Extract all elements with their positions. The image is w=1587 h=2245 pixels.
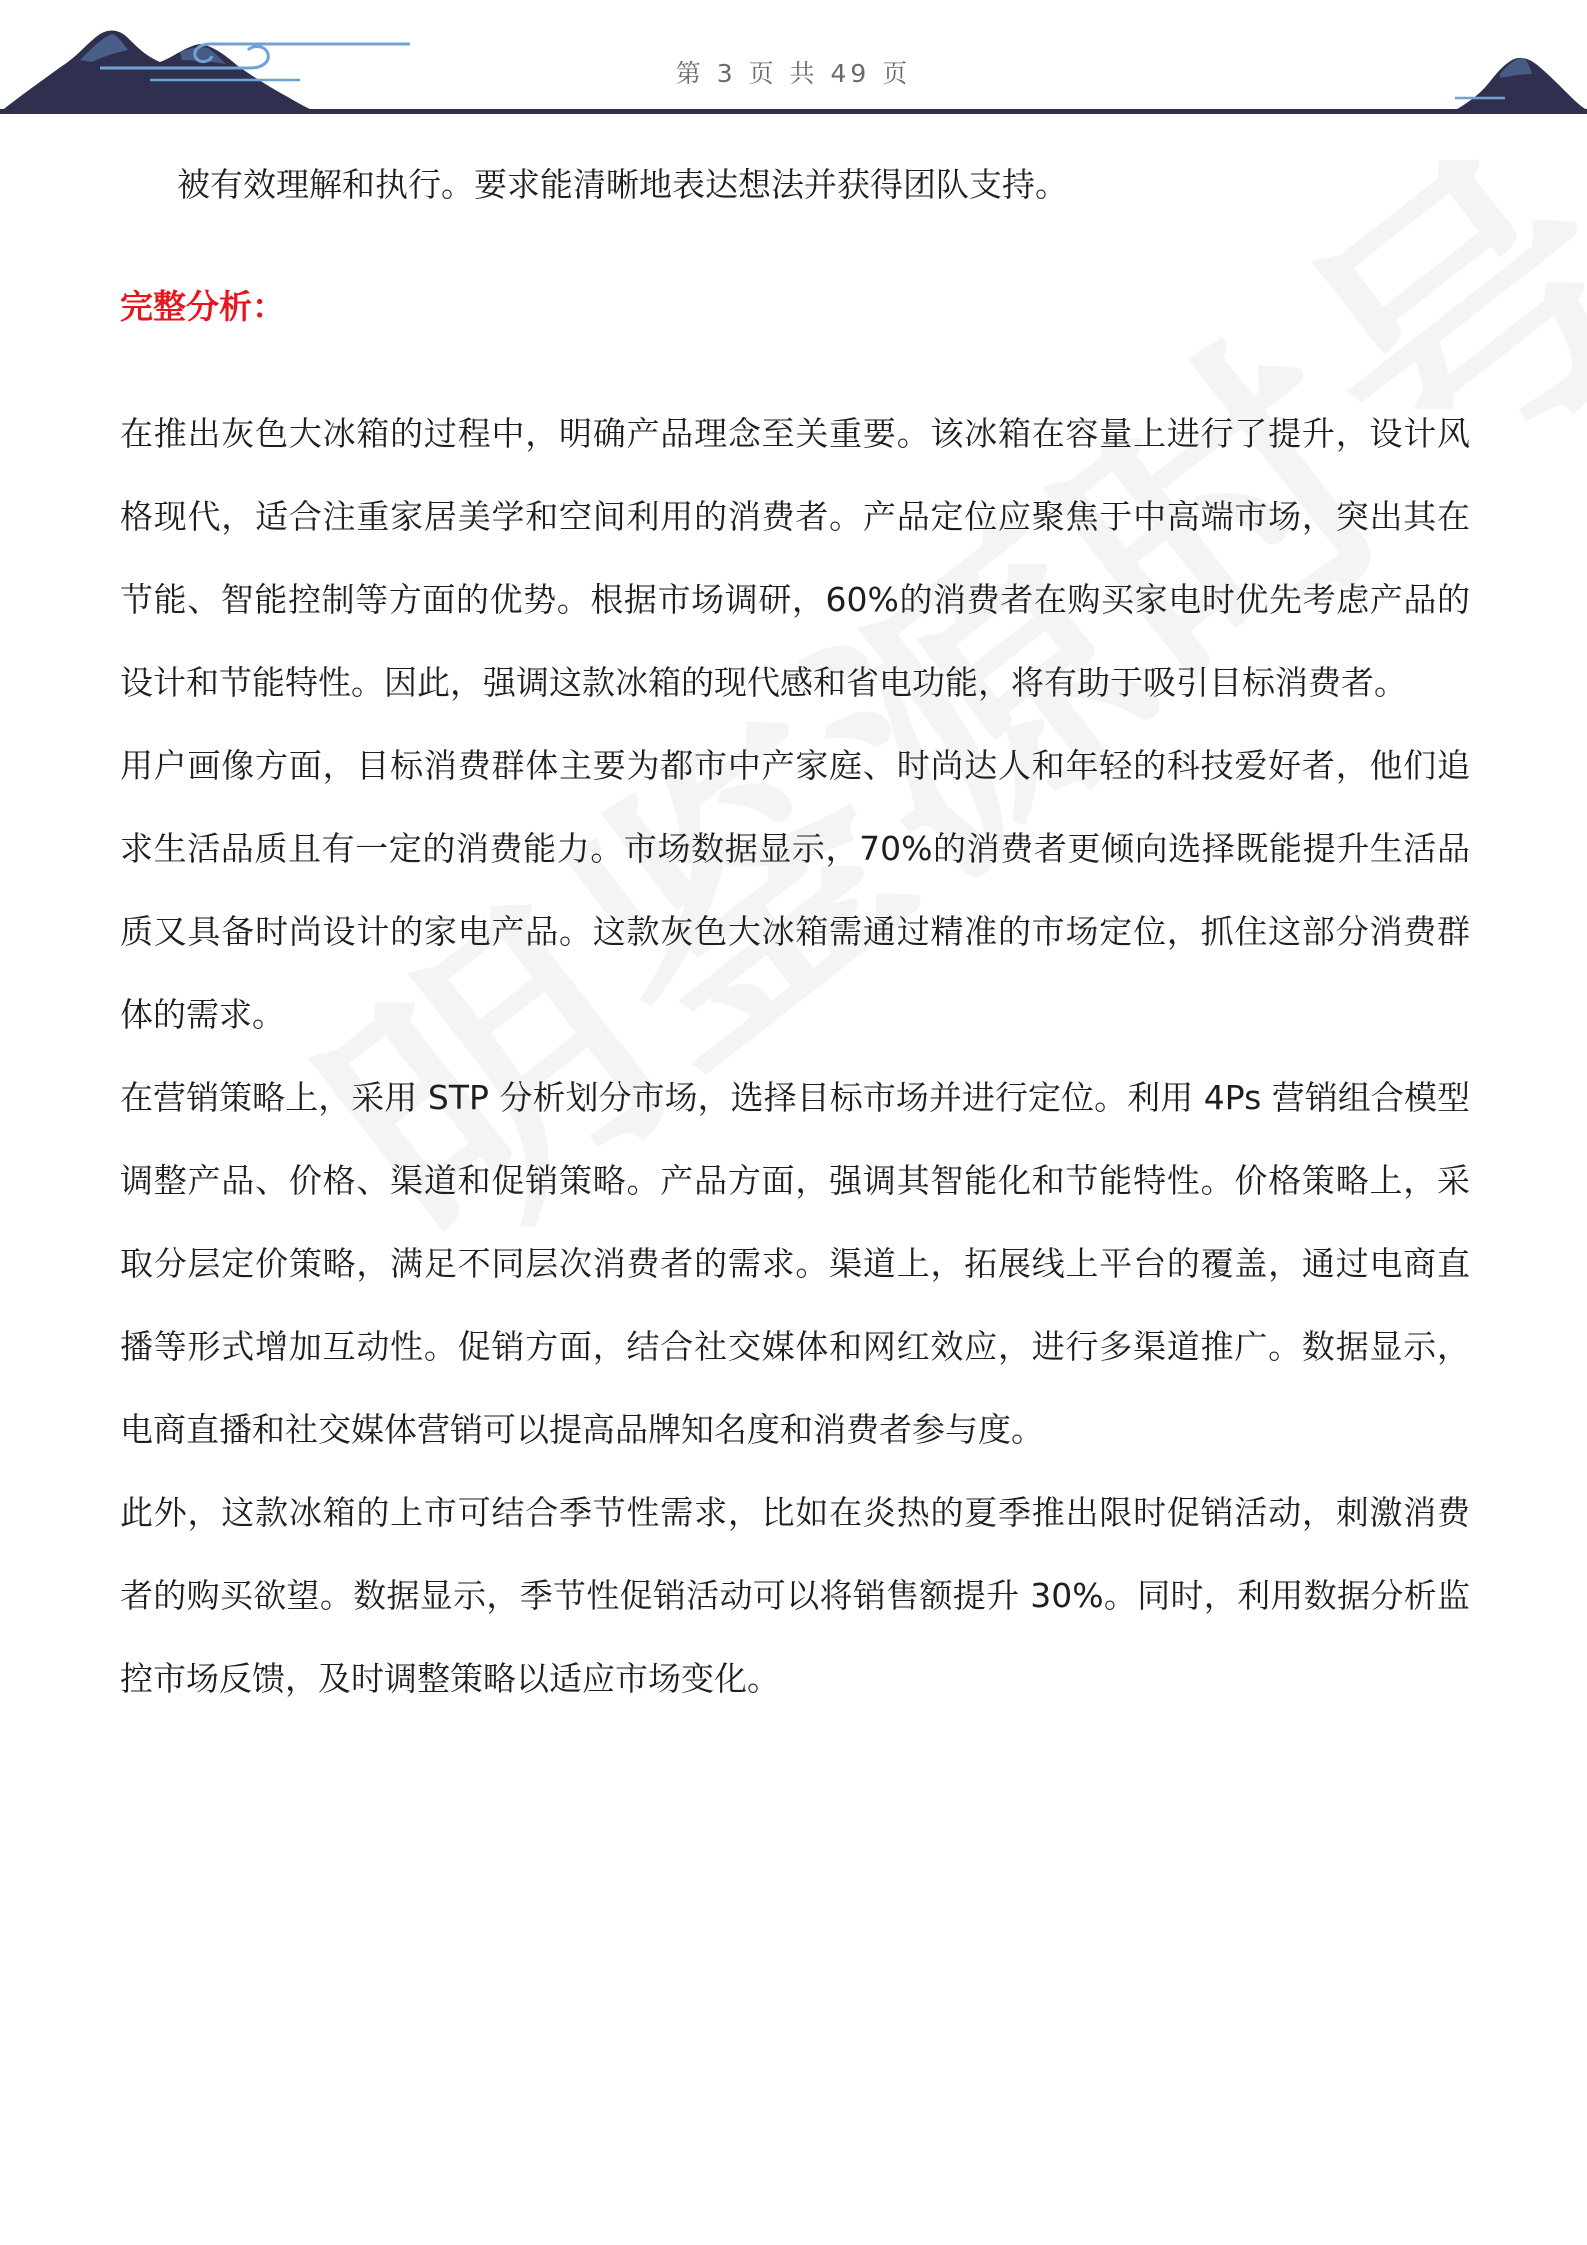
paragraph-marketing-strategy: 在营销策略上，采用 STP 分析划分市场，选择目标市场并进行定位。利用 4Ps 营销组合模型调整产品、价格、渠道和促销策略。产品方面，强调其智能化和节能特性。价格策略上，采取分层定价策略，满足不同层次消费者的需求。渠道上，拓展线上平台的覆盖，通过电商直播等形式增加互动性。促销方面，结合社交媒体和网红效应，进行多渠道推广。数据显示，电商直播和社交媒体营销可以提高品牌知名度和消费者参与度。	[120, 1078, 1470, 1449]
paragraph-user-persona: 用户画像方面，目标消费群体主要为都市中产家庭、时尚达人和年轻的科技爱好者，他们追求生活品质且有一定的消费能力。市场数据显示，70%的消费者更倾向选择既能提升生活品质又具备时尚设计的家电产品。这款灰色大冰箱需通过精准的市场定位，抓住这部分消费群体的需求。	[120, 746, 1470, 1034]
header-rule	[0, 109, 1587, 114]
analysis-paragraphs	[120, 392, 1470, 1720]
paragraph-product-concept: 在推出灰色大冰箱的过程中，明确产品理念至关重要。该冰箱在容量上进行了提升，设计风格现代，适合注重家居美学和空间利用的消费者。产品定位应聚焦于中高端市场，突出其在节能、智能控制等方面的优势。根据市场调研，60%的消费者在购买家电时优先考虑产品的设计和节能特性。因此，强调这款冰箱的现代感和省电功能，将有助于吸引目标消费者。	[120, 414, 1470, 702]
section-heading: 完整分析：	[120, 287, 285, 326]
page-header	[0, 0, 1587, 120]
page-indicator: 第 3 页 共 49 页	[675, 59, 912, 88]
continuation-line: 被有效理解和执行。要求能清晰地表达想法并获得团队支持。	[177, 165, 1068, 204]
document-body	[120, 160, 1470, 1720]
paragraph-seasonal-promotion: 此外，这款冰箱的上市可结合季节性需求，比如在炎热的夏季推出限时促销活动，刺激消费者的购买欲望。数据显示，季节性促销活动可以将销售额提升 30%。同时，利用数据分析监控市场反馈，及时调整策略以适应市场变化。	[120, 1493, 1470, 1698]
